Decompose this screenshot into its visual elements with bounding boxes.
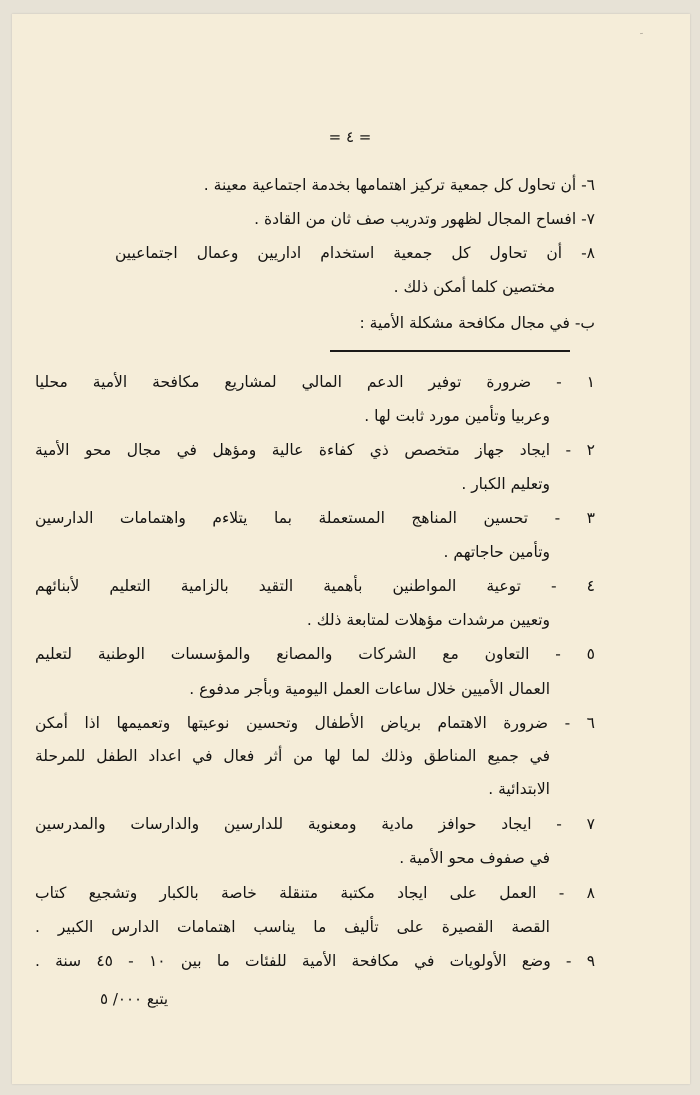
list-item-8-continuation: مختصين كلما أمكن ذلك . bbox=[393, 278, 555, 296]
item-6: ٦ - ضرورة الاهتمام برياض الأطفال وتحسين نوعيتها وتعميمها اذا أمكن bbox=[35, 714, 595, 732]
item-2: ٢ - ايجاد جهاز متخصص ذي كفاءة عالية ومؤهل في مجال محو الأمية bbox=[35, 441, 595, 459]
margin-mark: ﹶ bbox=[640, 32, 643, 43]
item-5: ٥ - التعاون مع الشركات والمصانع والمؤسسات الوطنية لتعليم bbox=[35, 645, 595, 663]
item-5-continuation: العمال الأميين خلال ساعات العمل اليومية وبأجر مدفوع . bbox=[189, 680, 550, 698]
item-9: ٩ - وضع الأولويات في مكافحة الأمية للفئات ما بين ١٠ - ٤٥ سنة . bbox=[35, 952, 596, 970]
list-item-8: ٨- أن تحاول كل جمعية استخدام اداريين وعمال اجتماعيين bbox=[115, 244, 595, 262]
item-6-continuation-2: الابتدائية . bbox=[488, 780, 550, 798]
item-4: ٤ - توعية المواطنين بأهمية التقيد بالزامية التعليم لأبنائهم bbox=[35, 577, 595, 595]
item-7-continuation: في صفوف محو الأمية . bbox=[399, 849, 550, 867]
item-7: ٧ - ايجاد حوافز مادية ومعنوية للدارسين والدارسات والمدرسين bbox=[35, 815, 595, 833]
list-item-7: ٧- افساح المجال لظهور وتدريب صف ثان من القادة . bbox=[254, 210, 595, 228]
item-1: ١ - ضرورة توفير الدعم المالي لمشاريع مكافحة الأمية محليا bbox=[35, 373, 595, 391]
item-3-continuation: وتأمين حاجاتهم . bbox=[443, 543, 550, 561]
section-heading: ب- في مجال مكافحة مشكلة الأمية : bbox=[359, 314, 595, 332]
list-item-6: ٦- أن تحاول كل جمعية تركيز اهتمامها بخدمة اجتماعية معينة . bbox=[203, 176, 595, 194]
item-8: ٨ - العمل على ايجاد مكتبة متنقلة خاصة بالكبار وتشجيع كتاب bbox=[35, 884, 595, 902]
item-4-continuation: وتعيين مرشدات مؤهلات لمتابعة ذلك . bbox=[306, 611, 550, 629]
item-2-continuation: وتعليم الكبار . bbox=[461, 475, 550, 493]
item-1-continuation: وعربيا وتأمين مورد ثابت لها . bbox=[364, 407, 550, 425]
item-8-continuation: القصة القصيرة على تأليف ما يناسب اهتمامات الدارس الكبير . bbox=[35, 918, 550, 936]
item-6-continuation: في جميع المناطق وذلك لما لها من أثر فعال في اعداد الطفل للمرحلة bbox=[35, 747, 550, 765]
continuation-note: يتبع ٠٠٠/ ٥ bbox=[100, 990, 169, 1008]
item-3: ٣ - تحسين المناهج المستعملة بما يتلاءم واهتمامات الدارسين bbox=[35, 509, 595, 527]
section-underline bbox=[330, 350, 570, 352]
page-number: = ٤ = bbox=[328, 128, 372, 146]
